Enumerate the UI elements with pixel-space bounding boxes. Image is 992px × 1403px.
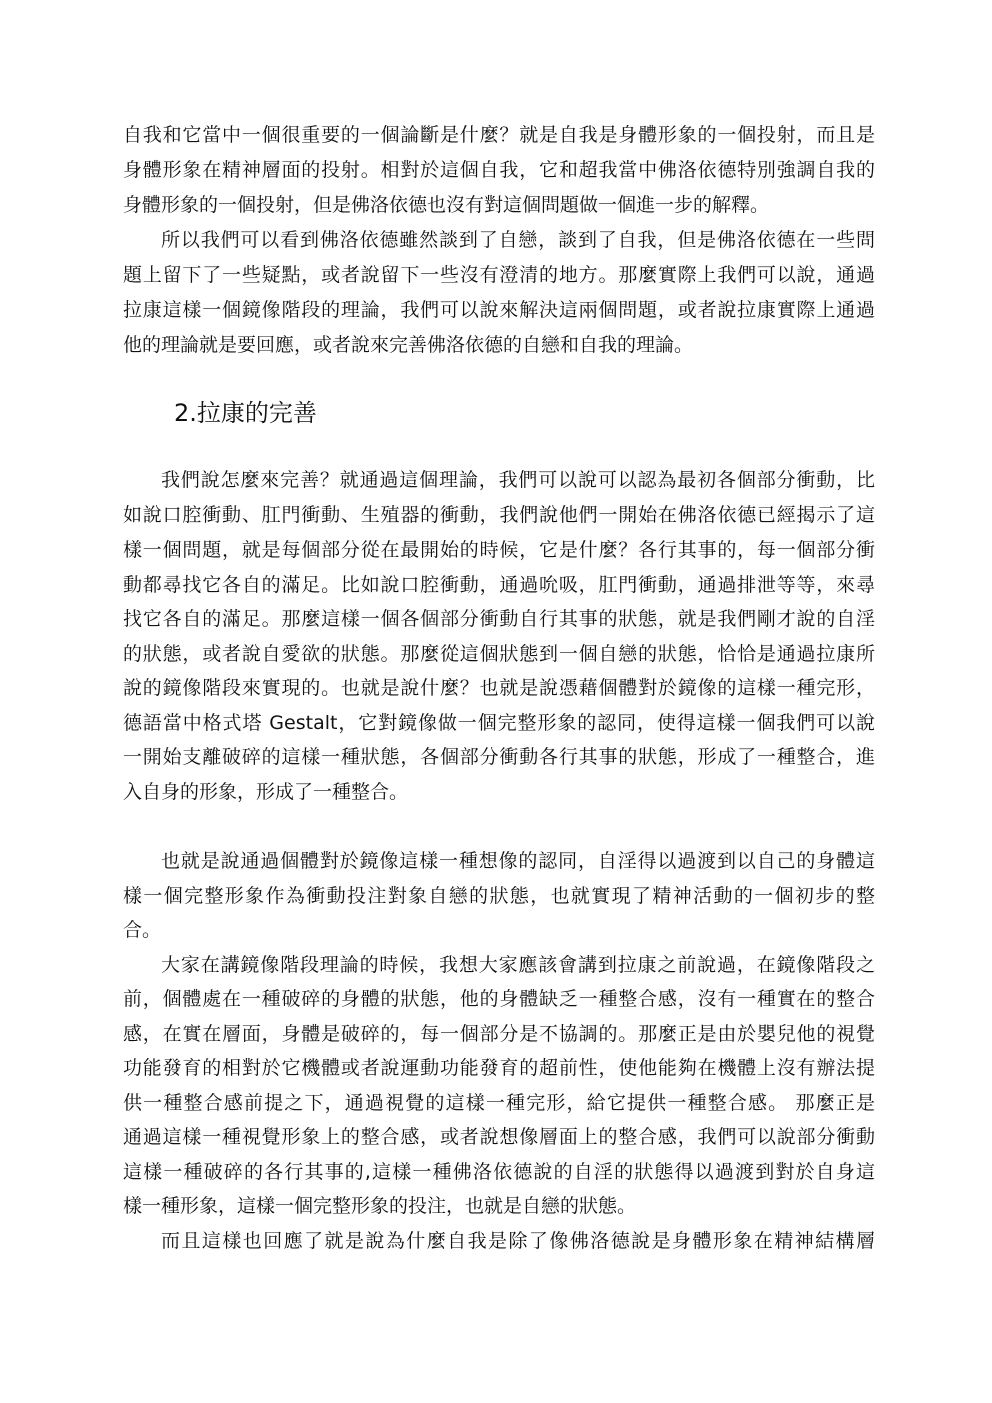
body-text-line: 而且這樣也回應了就是說為什麼自我是除了像佛洛德說是身體形象在精神結構層 [161, 1230, 875, 1252]
body-text-line: 他的理論就是要回應，或者說來完善佛洛依德的自戀和自我的理論。 [123, 334, 694, 356]
body-text-line: 一開始支離破碎的這樣一種狀態，各個部分衝動各行其事的狀態，形成了一種整合，進 [123, 746, 875, 768]
body-text-line: 的狀態，或者說自愛欲的狀態。那麼從這個狀態到一個自戀的狀態，恰恰是通過拉康所 [123, 643, 875, 665]
body-text-line: 合。 [123, 919, 162, 941]
body-text-line: 動都尋找它各自的滿足。比如說口腔衝動，通過吮吸，肛門衝動，通過排泄等等，來尋 [123, 574, 875, 596]
body-text-line: 拉康這樣一個鏡像階段的理論，我們可以說來解決這兩個問題，或者說拉康實際上通過 [123, 299, 875, 321]
body-text-line: 身體形象的一個投射，但是佛洛依德也沒有對這個問題做一個進一步的解釋。 [123, 194, 770, 216]
body-text-line: 德語當中格式塔 Gestalt，它對鏡像做一個完整形象的認同，使得這樣一個我們可以說 [123, 712, 875, 734]
body-text-line: 前，個體處在一種破碎的身體的狀態，他的身體缺乏一種整合感，沒有一種實在的整合 [123, 988, 875, 1010]
body-text-line: 題上留下了一些疑點，或者說留下一些沒有澄清的地方。那麼實際上我們可以說，通過 [123, 264, 875, 286]
body-text-line: 大家在講鏡像階段理論的時候，我想大家應該會講到拉康之前說過，在鏡像階段之 [161, 954, 875, 976]
body-text-line: 樣一個問題，就是每個部分從在最開始的時候，它是什麼？各行其事的，每一個部分衝 [123, 539, 875, 561]
body-text-line: 功能發育的相對於它機體或者說運動功能發育的超前性，使他能夠在機體上沒有辦法提 [123, 1057, 875, 1079]
body-text-line: 所以我們可以看到佛洛依德雖然談到了自戀，談到了自我，但是佛洛依德在一些問 [161, 229, 875, 251]
body-text-line: 這樣一種破碎的各行其事的,這樣一種佛洛依德說的自淫的狀態得以過渡到對於自身這 [123, 1161, 875, 1183]
body-text-line: 如說口腔衝動、肛門衝動、生殖器的衝動，我們說他們一開始在佛洛依德已經揭示了這 [123, 504, 875, 526]
body-text-line: 感，在實在層面，身體是破碎的，每一個部分是不協調的。那麼正是由於嬰兒他的視覺 [123, 1023, 875, 1045]
body-text-line: 通過這樣一種視覺形象上的整合感，或者說想像層面上的整合感，我們可以說部分衝動 [123, 1126, 875, 1148]
body-text-line: 也就是說通過個體對於鏡像這樣一種想像的認同，自淫得以過渡到以自己的身體這 [161, 850, 875, 872]
section-heading: 2.拉康的完善 [174, 399, 317, 427]
body-text-line: 身體形象在精神層面的投射。相對於這個自我，它和超我當中佛洛依德特別強調自我的 [123, 159, 875, 181]
body-text-line: 供一種整合感前提之下，通過視覺的這樣一種完形，給它提供一種整合感。 那麼正是 [123, 1092, 875, 1114]
body-text-line: 入自身的形象，形成了一種整合。 [123, 781, 409, 803]
body-text-line: 自我和它當中一個很重要的一個論斷是什麼？就是自我是身體形象的一個投射，而且是 [123, 124, 875, 146]
body-text-line: 樣一種形象，這樣一個完整形象的投注，也就是自戀的狀態。 [123, 1195, 637, 1217]
body-text-line: 我們說怎麼來完善？就通過這個理論，我們可以說可以認為最初各個部分衝動，比 [161, 469, 875, 491]
body-text-line: 樣一個完整形象作為衝動投注對象自戀的狀態，也就實現了精神活動的一個初步的整 [123, 885, 875, 907]
body-text-line: 找它各自的滿足。那麼這樣一個各個部分衝動自行其事的狀態，就是我們剛才說的自淫 [123, 608, 875, 630]
body-text-line: 說的鏡像階段來實現的。也就是說什麼？也就是說憑藉個體對於鏡像的這樣一種完形， [123, 677, 875, 699]
